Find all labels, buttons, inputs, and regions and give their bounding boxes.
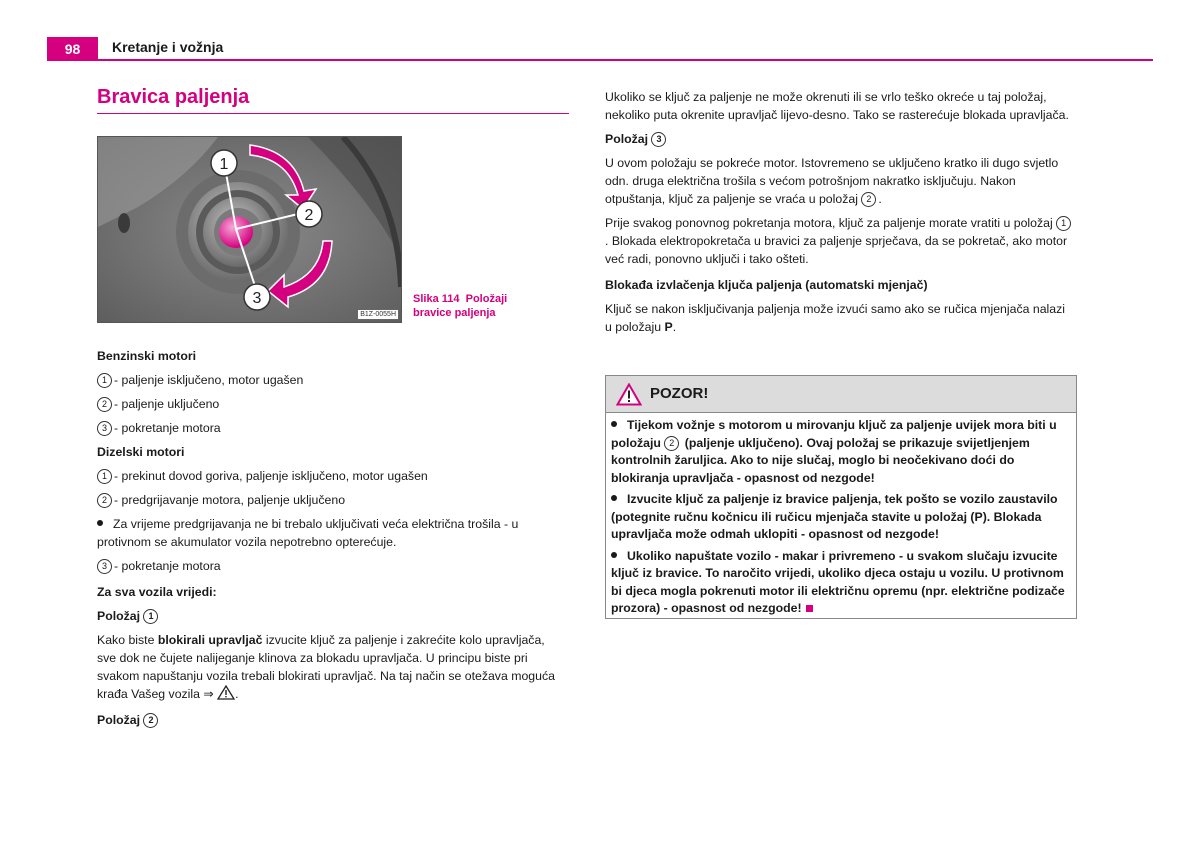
diesel-note [97,515,567,551]
text-run: Kako biste [97,633,158,647]
list-item [97,371,567,389]
bullet-icon [611,552,617,558]
bullet-icon [611,421,617,427]
all-vehicles-heading: Za sva vozila vrijedi: [97,585,217,599]
key-lock-text [605,300,1075,336]
bullet-icon [611,495,617,501]
position-marker: 1 [97,373,112,388]
warning-header [606,376,1076,413]
text-run: Ukoliko napuštate vozilo - makar i privremeno - u svakom slučaju izvucite ključ iz bravice. To naročito vrijedi, ukoliko djeca ostaju u vozilu. U protivnom bi djeca mogla pokrenuti motor ili električnu opremu (npr. električne podizače prozora) - opasnost od nezgode! [611,548,1065,615]
text-run: Tijekom vožnje s motorom u mirovanju ključ za paljenje uvijek mora biti u položaju [611,418,1057,450]
position-2-heading [97,711,567,729]
position-marker: 1 [143,609,158,624]
page-number: 98 [47,37,98,61]
note-text: Za vrijeme predgrijavanja ne bi trebalo uključivati veća električna trošila - u protivnom se akumulator vozila nepotrebno opterećuje. [97,517,519,549]
svg-text:1: 1 [219,156,229,173]
warning-body [606,413,1076,618]
item-text: - paljenje isključeno, motor ugašen [114,373,304,387]
text-run: . [878,192,882,206]
item-text: - pokretanje motora [114,421,221,435]
list-item [97,419,567,437]
end-mark-icon [806,605,813,612]
text-run: Ključ se nakon isključivanja paljenja može izvući samo ako se ručica mjenjača nalazi u položaju [605,302,1065,334]
svg-text:3: 3 [252,290,262,307]
warning-bullet [611,548,1070,618]
left-column [97,347,567,729]
position-3-text [605,154,1075,208]
position-3-heading [605,130,1075,148]
text-run: . Blokada elektropokretača u bravici za paljenje sprječava, da se pokretač, ako motor već radi, ponovno uključi i tako ošteti. [605,234,1068,266]
position-marker: 2 [143,713,158,728]
title-rule [97,113,569,114]
petrol-heading: Benzinski motori [97,349,197,363]
list-item [97,467,567,485]
warning-bullet [611,491,1070,544]
position-marker: 3 [651,132,666,147]
bullet-icon [97,520,103,526]
position-marker: 2 [664,436,679,451]
text-bold: blokirali upravljač [157,633,263,647]
position-marker: 1 [1056,216,1071,231]
warning-bullet [611,417,1070,487]
position-1-text [97,631,567,703]
restart-text [605,214,1075,268]
figure-caption [413,292,533,320]
position-label: Položaj [605,132,649,146]
item-text: - predgrijavanje motora, paljenje uključeno [114,493,346,507]
text-run: . [672,320,677,334]
caption-text: Položaji bravice paljenja [413,293,508,319]
callout-3 [244,284,270,310]
key-lock-heading: Blokađa izvlačenja ključa paljenja (automatski mjenjač) [605,278,928,292]
text-run: . [235,687,239,701]
warning-box [605,375,1077,619]
warning-title: POZOR! [650,385,709,402]
position-2-text: Ukoliko se ključ za paljenje ne može okrenuti ili se vrlo teško okreće u taj položaj, nekoliko puta okrenite upravljač lijevo-desno. Tako se rasterećuje blokada upravljača. [605,90,1069,122]
text-run: U ovom položaju se pokreće motor. Istovremeno se uključeno kratko ili dugo svjetlo odn. druga električna trošila s većom potrošnjom nakratko isključuju. Nakon otpuštanja, ključ za paljenje se vraća u položaj [605,156,1059,206]
warning-triangle-icon [616,383,642,406]
position-label: Položaj [97,713,141,727]
position-marker: 3 [97,559,112,574]
position-marker: 2 [861,192,876,207]
callout-2 [296,201,322,227]
position-label: Položaj [97,609,141,623]
header-rule [47,59,1153,61]
right-column [605,88,1075,336]
position-marker: 3 [97,421,112,436]
position-marker: 1 [97,469,112,484]
item-text: - paljenje uključeno [114,397,220,411]
text-run: (paljenje uključeno). Ovaj položaj se prikazuje svijetljenjem kontrolnih žaruljica. Ako to nije slučaj, moglo bi neočekivano doći do blokiranja upravljača - opasnost od nezgode! [611,435,1030,485]
text-run: izvucite ključ za paljenje i zakrećite kolo upravljača, sve dok ne čujete nalijeganje klinova za blokadu upravljača. U principu biste pri svakom napuštanju vozila trebali blokirati upravljač. Na taj način se otežava moguća krađa Vašeg vozila ⇒ [97,633,555,701]
text-run: Izvucite ključ za paljenje iz bravice paljenja, tek pošto se vozilo zaustavilo (potegnite ručnu kočnicu ili ručicu mjenjača stavite u položaj (P). Blokada upravljača može odmah uklopiti - opasnost od nezgode! [611,492,1058,541]
warning-icon [217,685,235,700]
callout-1 [211,150,237,176]
list-item [97,395,567,413]
figure-code: B1Z-0055H [357,309,399,320]
section-title: Bravica paljenja [97,86,250,108]
svg-text:2: 2 [304,207,314,224]
diesel-heading: Dizelski motori [97,445,185,459]
position-1-heading [97,607,567,625]
ignition-lock-figure [97,136,402,323]
position-marker: 2 [97,397,112,412]
item-text: - prekinut dovod goriva, paljenje isključeno, motor ugašen [114,469,428,483]
list-item [97,491,567,509]
list-item [97,557,567,575]
text-run: Prije svakog ponovnog pokretanja motora, ključ za paljenje morate vratiti u položaj [605,216,1053,230]
chapter-title: Kretanje i vožnja [112,39,224,55]
item-text: - pokretanje motora [114,559,221,573]
caption-label: Slika 114 [413,293,460,305]
position-marker: 2 [97,493,112,508]
ignition-lock-illustration [98,137,401,322]
text-bold: P [664,320,673,334]
